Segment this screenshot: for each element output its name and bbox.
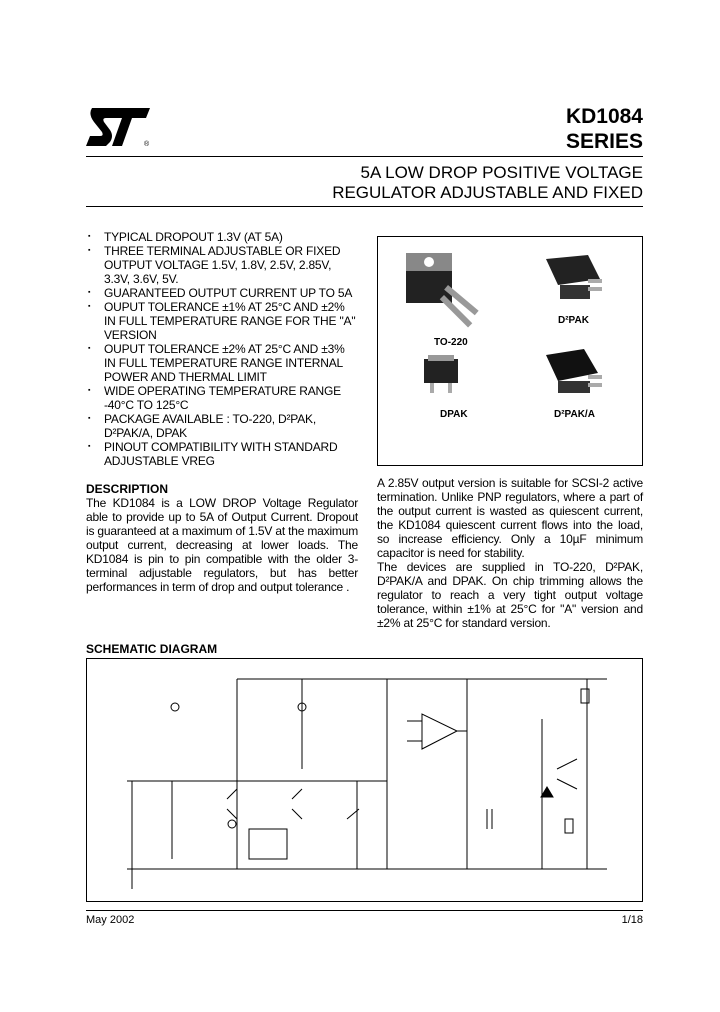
two-column-area bbox=[86, 230, 643, 630]
right-column bbox=[377, 236, 643, 630]
to220-label: TO-220 bbox=[434, 337, 468, 348]
subtitle-rule bbox=[86, 206, 643, 207]
subtitle-line1: 5A LOW DROP POSITIVE VOLTAGE bbox=[360, 163, 643, 182]
page-number: 1/18 bbox=[621, 914, 643, 926]
series-label: SERIES bbox=[565, 130, 643, 153]
description-continued-2: The devices are supplied in TO-220, D²PAK, D²PAK/A and DPAK. On chip trimming allows the regulator to reach a very tight output voltage tolerance, within ±1% at 25°C for "A" version and ±2% at 25°C for standard version. bbox=[377, 560, 643, 630]
svg-text:®: ® bbox=[144, 141, 150, 148]
feature-item: ▪ PACKAGE AVAILABLE : TO-220, D²PAK, D²PAK/A, DPAK bbox=[86, 412, 358, 440]
st-logo bbox=[84, 104, 156, 150]
d2paka-label: D²PAK/A bbox=[554, 409, 595, 420]
description-continued-1: A 2.85V output version is suitable for SCSI-2 active termination. Unlike PNP regulators, where a part of the output current is wasted as quiescent current, the KD1084 quiescent current flows into the load, so increase efficiency. Only a 10µF minimum capacitor is need for stability. bbox=[377, 476, 643, 560]
subtitle-line2: REGULATOR ADJUSTABLE AND FIXED bbox=[332, 183, 643, 202]
part-number: KD1084 bbox=[565, 105, 643, 128]
d2pak-package-image bbox=[538, 249, 608, 309]
feature-item: ▪ THREE TERMINAL ADJUSTABLE OR FIXED OUTPUT VOLTAGE 1.5V, 1.8V, 2.5V, 2.85V, 3.3V, 3.6V, 5V. bbox=[86, 244, 358, 286]
page-body bbox=[86, 230, 643, 927]
d2paka-package-image bbox=[538, 345, 608, 405]
footer-rule bbox=[86, 910, 643, 911]
feature-item: ▪ OUPUT TOLERANCE ±1% AT 25°C AND ±2% IN FULL TEMPERATURE RANGE FOR THE "A" VERSION bbox=[86, 300, 358, 342]
footer-date: May 2002 bbox=[86, 914, 135, 926]
description-text: The KD1084 is a LOW DROP Voltage Regulator able to provide up to 5A of Output Current. Dropout is guaranteed at a maximum of 1.5V at the maximum output current, decreasing at lower loads. The KD1084 is pin to pin compatible with the older 3-terminal adjustable regulators, but has better performances in term of drop and output tolerance . bbox=[86, 496, 358, 594]
header-rule bbox=[86, 156, 643, 157]
feature-item: ▪ PINOUT COMPATIBILITY WITH STANDARD ADJUSTABLE VREG bbox=[86, 440, 358, 468]
schematic-drawing bbox=[87, 659, 642, 901]
to220-package-image bbox=[396, 245, 496, 340]
feature-item: ▪ TYPICAL DROPOUT 1.3V (AT 5A) bbox=[86, 230, 358, 244]
dpak-package-image bbox=[418, 353, 478, 403]
dpak-label: DPAK bbox=[440, 409, 468, 420]
schematic-heading: SCHEMATIC DIAGRAM bbox=[86, 642, 218, 656]
footer bbox=[86, 914, 643, 927]
description-heading: DESCRIPTION bbox=[86, 482, 169, 496]
schematic-diagram bbox=[86, 658, 643, 902]
feature-item: ▪ OUPUT TOLERANCE ±2% AT 25°C AND ±3% IN FULL TEMPERATURE RANGE INTERNAL POWER AND THERMAL LIMIT bbox=[86, 342, 358, 384]
left-column bbox=[86, 230, 358, 594]
features-list bbox=[86, 230, 358, 468]
feature-item: ▪ GUARANTEED OUTPUT CURRENT UP TO 5A bbox=[86, 286, 358, 300]
feature-item: ▪ WIDE OPERATING TEMPERATURE RANGE -40°C TO 125°C bbox=[86, 384, 358, 412]
package-figure bbox=[377, 236, 643, 466]
d2pak-label: D²PAK bbox=[558, 315, 589, 326]
